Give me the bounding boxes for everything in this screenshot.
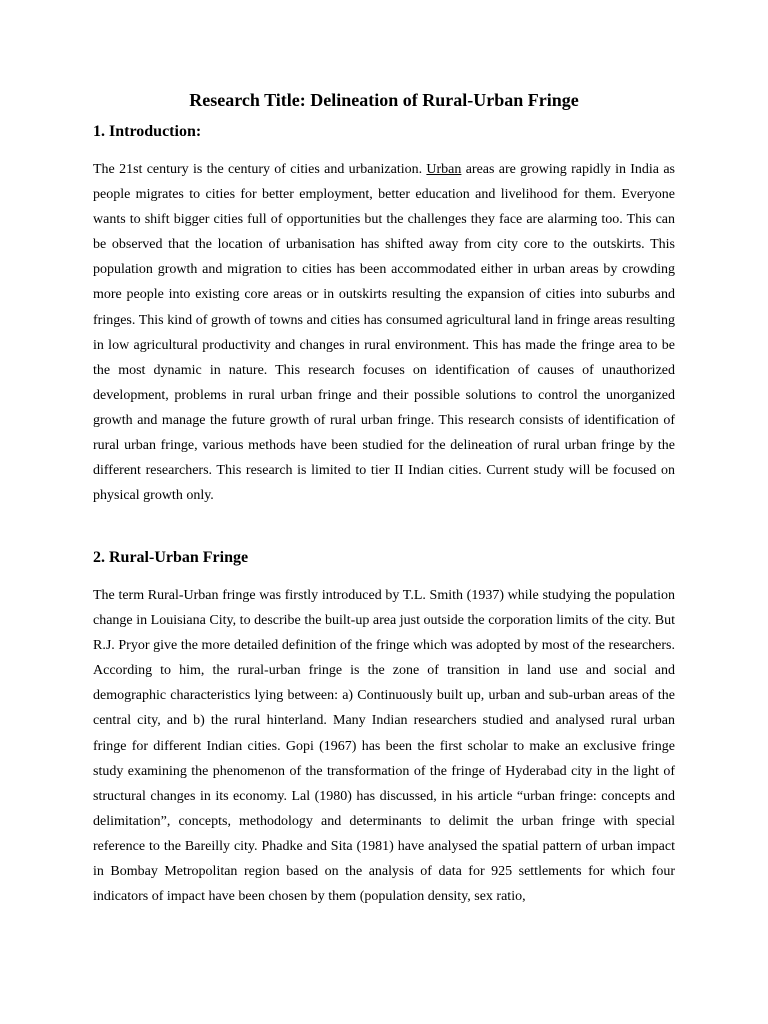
document-title: Research Title: Delineation of Rural-Urban Fringe xyxy=(189,90,579,110)
introduction-paragraph-lead: The 21st century is the century of cities and urbanization. xyxy=(93,162,427,177)
rural-urban-fringe-paragraph: The term Rural-Urban fringe was firstly introduced by T.L. Smith (1937) while studying the population change in Louisiana City, to describe the built-up area just outside the corporation limits of the city. But R.J. Pryor give the more detailed definition of the fringe which was adopted by most of the researchers. According to him, the rural-urban fringe is the zone of transition in land use and social and demographic characteristics lying between: a) Continuously built up, urban and sub-urban areas of the central city, and b) the rural hinterland. Many Indian researchers studied and analysed rural urban fringe for different Indian cities. Gopi (1967) has been the first scholar to make an exclusive fringe study examining the phenomenon of the transformation of the fringe of Hyderabad city in the light of structural changes in its economy. Lal (1980) has discussed, in his article “urban fringe: concepts and delimitation”, concepts, methodology and determinants to delimit the urban fringe with special reference to the Bareilly city. Phadke and Sita (1981) have analysed the spatial pattern of urban impact in Bombay Metropolitan region based on the analysis of data for 925 settlements for which four indicators of impact have been chosen by them (population density, sex ratio, xyxy=(93,588,675,905)
introduction-paragraph-rest: areas are growing rapidly in India as people migrates to cities for better employment, better education and livelihood for them. Everyone wants to shift bigger cities full of opportunities but the challenges they face are alarming too. This can be observed that the location of urbanisation has shifted away from city core to the outskirts. This population growth and migration to cities has been accommodated either in urban areas by crowding more people into existing core areas or in outskirts resulting the expansion of cities into suburbs and fringes. This kind of growth of towns and cities has consumed agricultural land in fringe areas resulting in low agricultural productivity and changes in rural environment. This has made the fringe area to be the most dynamic in nature. This research focuses on identification of causes of unauthorized development, problems in rural urban fringe and their possible solutions to control the unorganized growth and manage the future growth of rural urban fringe. This research consists of identification of rural urban fringe, various methods have been studied for the delineation of rural urban fringe by the different researchers. This research is limited to tier II Indian cities. Current study will be focused on physical growth only. xyxy=(93,162,675,504)
section-heading-rural-urban-fringe: 2. Rural-Urban Fringe xyxy=(93,549,249,566)
introduction-paragraph xyxy=(93,157,675,508)
section-heading-introduction: 1. Introduction: xyxy=(93,123,202,140)
urban-underlined-word: Urban xyxy=(426,162,462,177)
